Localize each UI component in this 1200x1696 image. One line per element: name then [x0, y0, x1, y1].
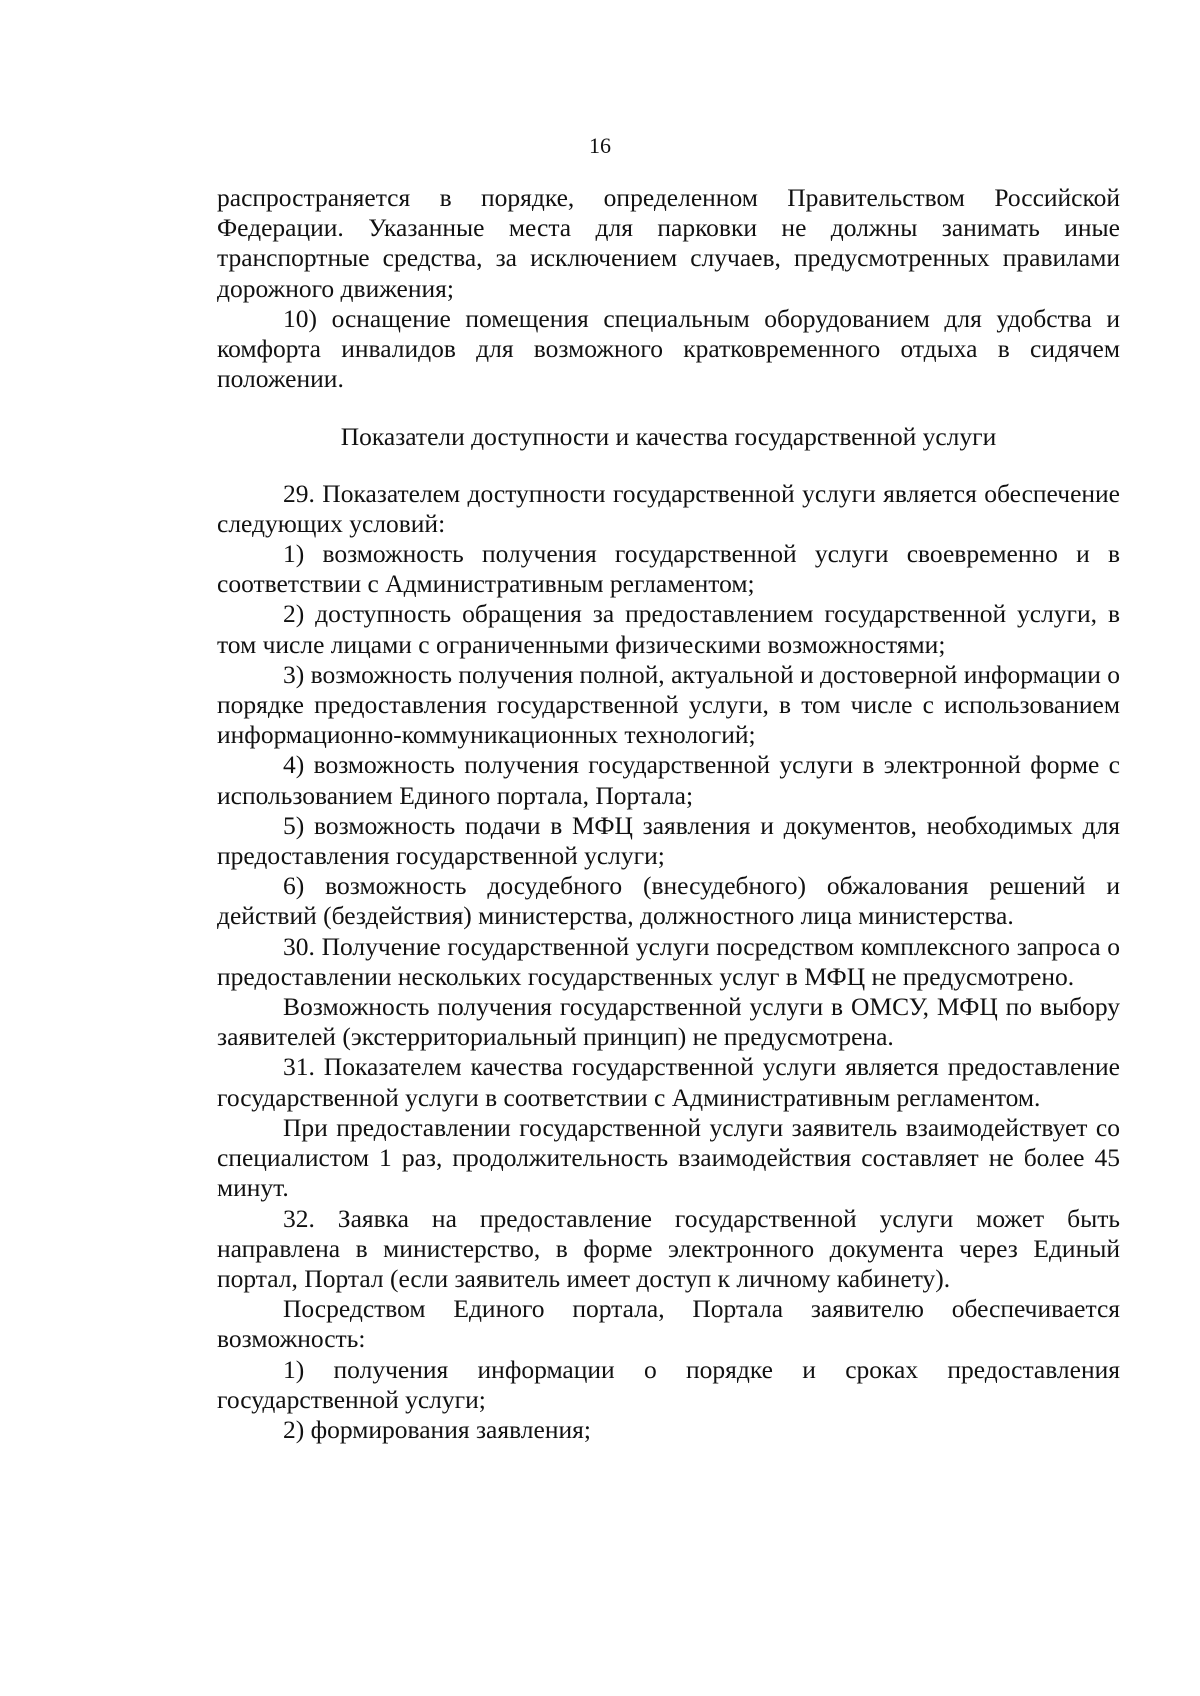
paragraph-32-portal-capabilities: Посредством Единого портала, Портала заявителю обеспечивается возможность: — [217, 1294, 1120, 1354]
document-body — [217, 183, 1120, 1445]
paragraph-29-item-1: 1) возможность получения государственной услуги своевременно и в соответствии с Административным регламентом; — [217, 539, 1120, 599]
paragraph-29-item-4: 4) возможность получения государственной услуги в электронной форме с использованием Единого портала, Портала; — [217, 750, 1120, 810]
paragraph-29-accessibility: 29. Показателем доступности государственной услуги является обеспечение следующих условий: — [217, 478, 1120, 538]
paragraph-31-interaction: При предоставлении государственной услуги заявитель взаимодействует со специалистом 1 раз, продолжительность взаимодействия составляет не более 45 минут. — [217, 1112, 1120, 1203]
paragraph-item-10-equipment: 10) оснащение помещения специальным оборудованием для удобства и комфорта инвалидов для возможного кратковременного отдыха в сидячем положении. — [217, 303, 1120, 394]
paragraph-32-item-2: 2) формирования заявления; — [283, 1414, 591, 1444]
paragraph-29-item-5: 5) возможность подачи в МФЦ заявления и документов, необходимых для предоставления государственной услуги; — [217, 810, 1120, 871]
paragraph-29-item-3: 3) возможность получения полной, актуальной и достоверной информации о порядке предоставления государственной услуги, в том числе с использованием информационно-коммуникационных технологий; — [217, 659, 1120, 750]
page-number: 16 — [589, 133, 611, 158]
paragraph-32-application: 32. Заявка на предоставление государственной услуги может быть направлена в министерство, в форме электронного документа через Единый портал, Портал (если заявитель имеет доступ к личному кабинету). — [217, 1203, 1120, 1293]
paragraph-30-complex-request: 30. Получение государственной услуги посредством комплексного запроса о предоставлении нескольких государственных услуг в МФЦ не предусмотрено. — [217, 931, 1120, 991]
paragraph-29-item-2: 2) доступность обращения за предоставлением государственной услуги, в том числе лицами с ограниченными физическими возможностями; — [217, 599, 1120, 659]
paragraph-31-quality: 31. Показателем качества государственной услуги является предоставление государственной услуги в соответствии с Административным регламентом. — [217, 1052, 1120, 1112]
section-heading-indicators: Показатели доступности и качества государственной услуги — [340, 422, 997, 452]
paragraph-30-extraterritorial: Возможность получения государственной услуги в ОМСУ, МФЦ по выбору заявителей (экстерриториальный принцип) не предусмотрена. — [217, 992, 1120, 1052]
paragraph-parking-continuation: распространяется в порядке, определенном Правительством Российской Федерации. Указанные места для парковки не должны занимать иные транспортные средства, за исключением случаев, предусмотренных правилами дорожного движения; — [217, 183, 1120, 303]
paragraph-32-item-1: 1) получения информации о порядке и сроках предоставления государственной услуги; — [217, 1354, 1120, 1414]
paragraph-29-item-6: 6) возможность досудебного (внесудебного) обжалования решений и действий (бездействия) министерства, должностного лица министерства. — [217, 871, 1120, 931]
